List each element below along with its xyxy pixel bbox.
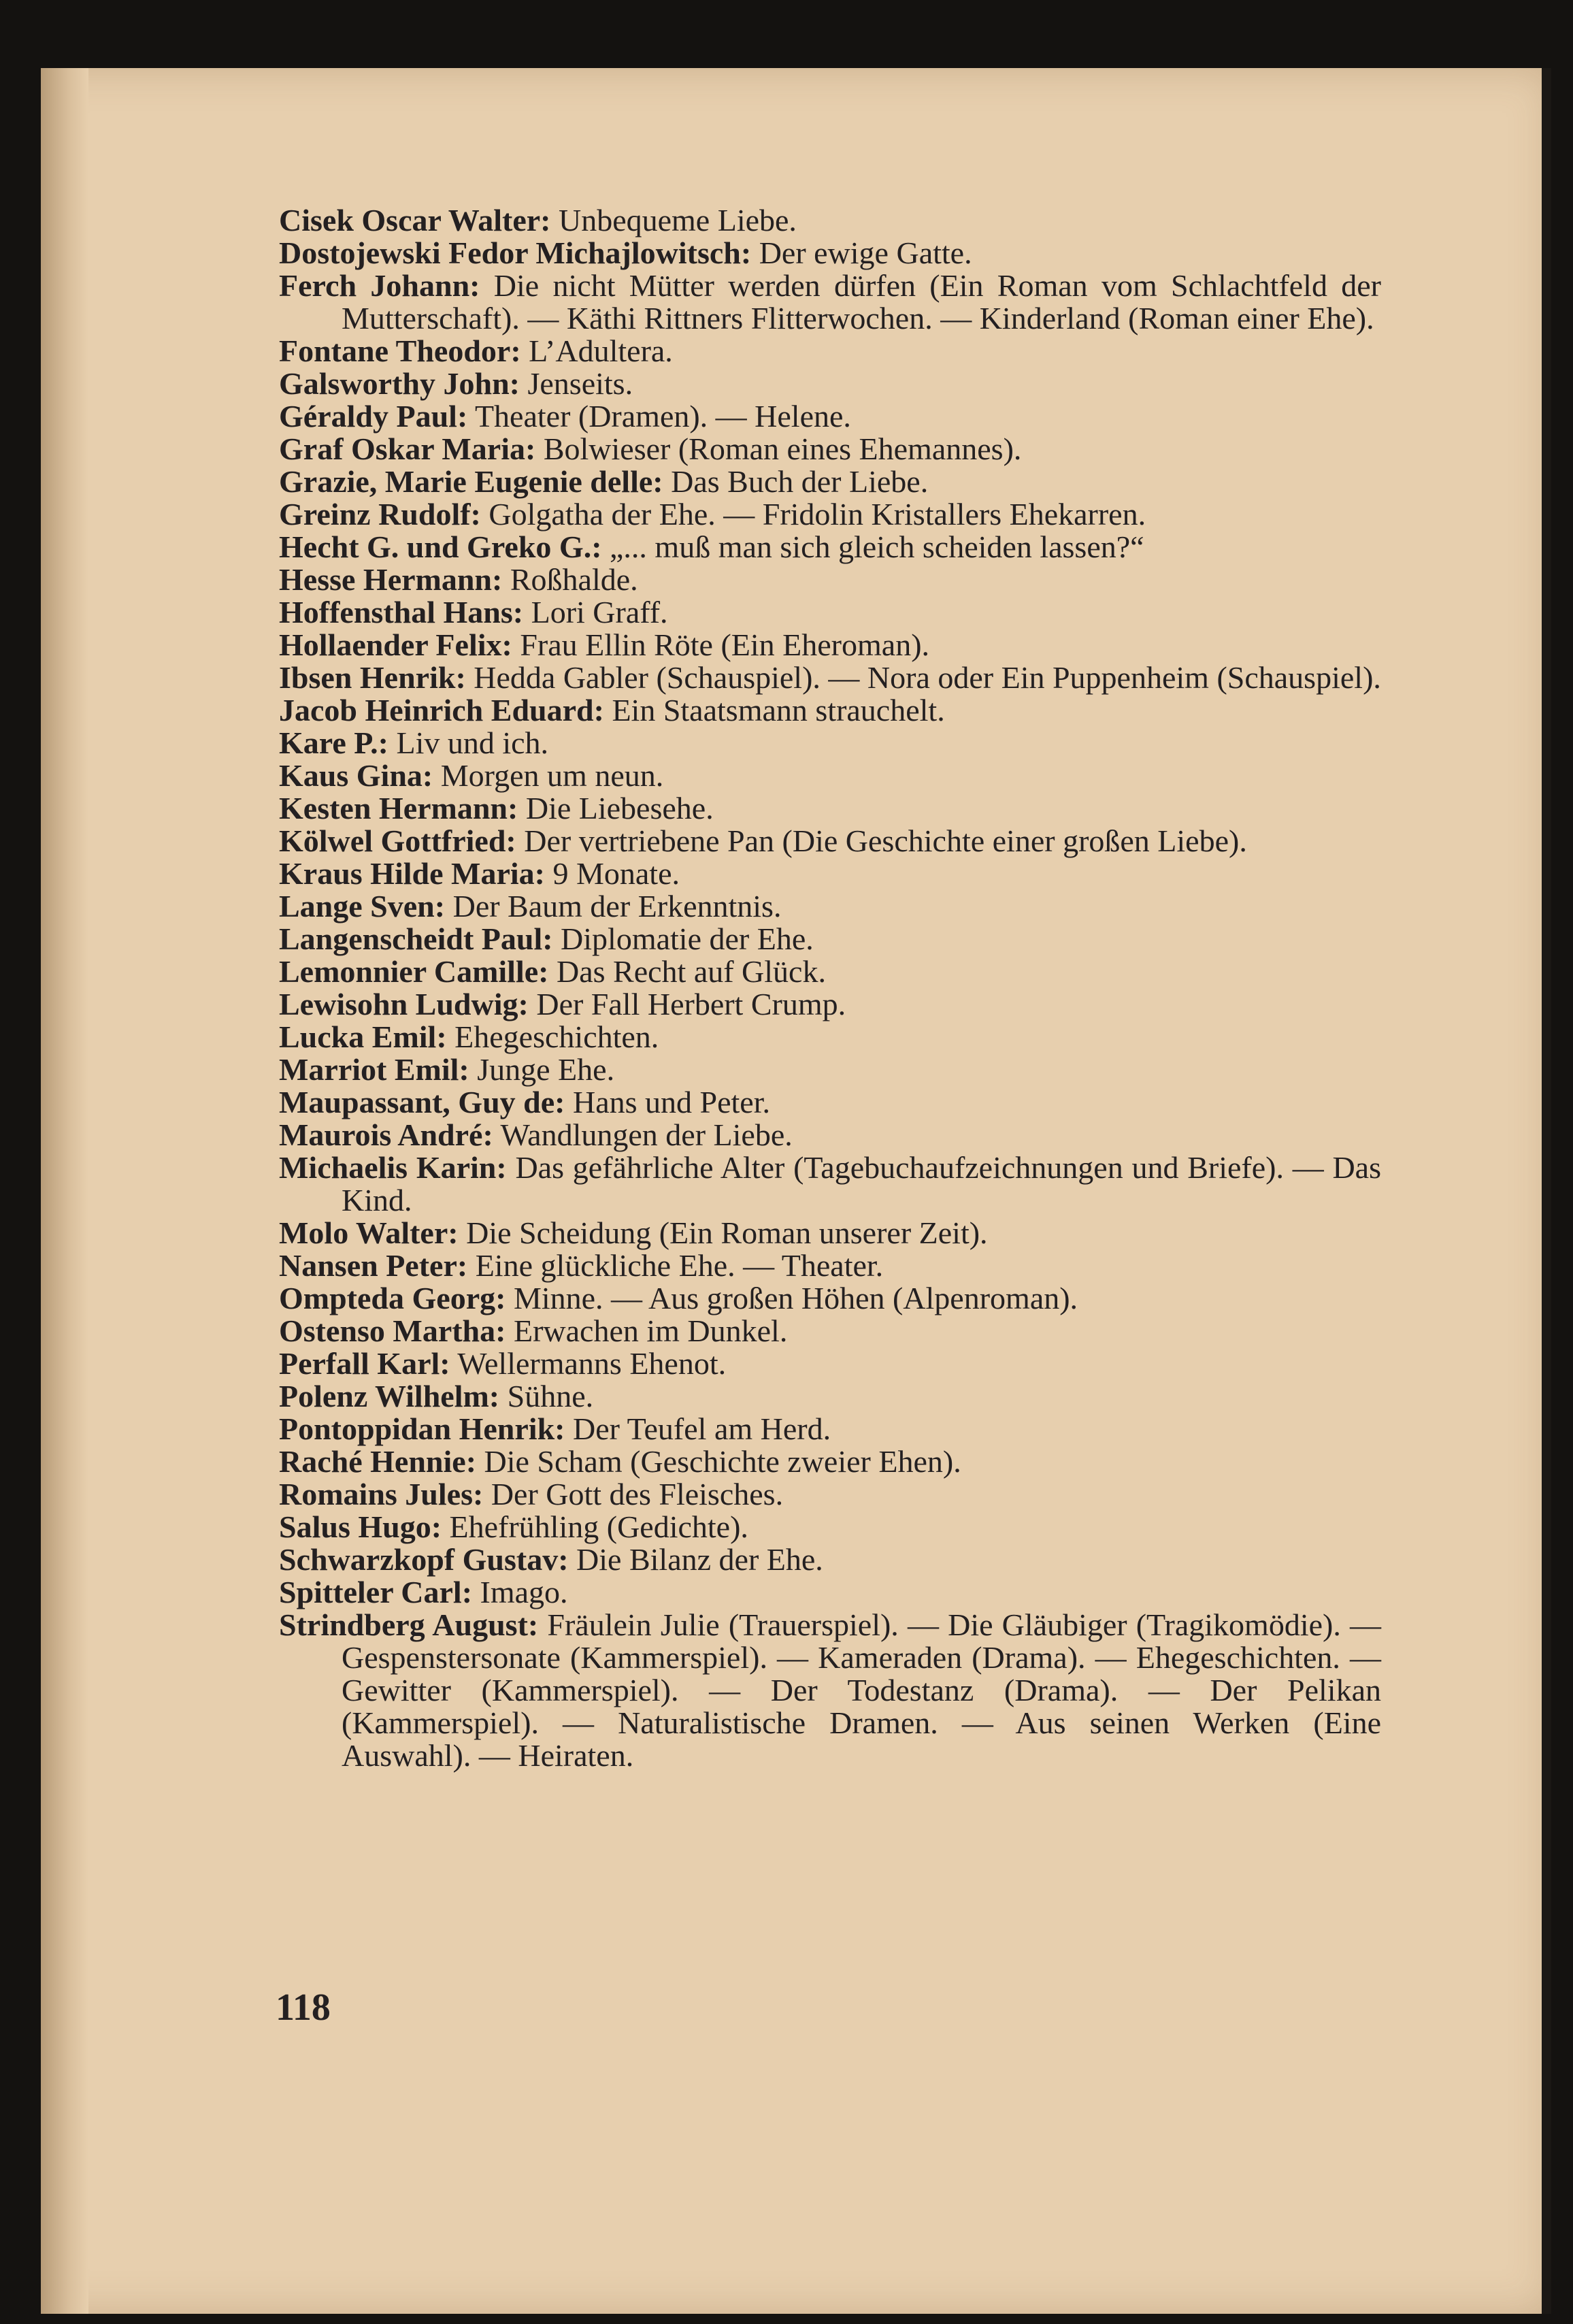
bibliography-entry: [279, 531, 1381, 563]
bibliography-entry: [279, 498, 1381, 531]
entry-author: Hecht G. und Greko G.:: [279, 529, 602, 564]
bibliography-entry: [279, 694, 1381, 727]
bibliography-entry: [279, 1021, 1381, 1053]
entry-author: Perfall Karl:: [279, 1346, 450, 1381]
entry-author: Maupassant, Guy de:: [279, 1085, 565, 1119]
entry-author: Kesten Hermann:: [279, 791, 518, 825]
entry-works: Der vertriebene Pan (Die Geschichte einer großen Liebe).: [524, 823, 1247, 858]
bibliography-entry: [279, 890, 1381, 923]
entry-works: Eine glückliche Ehe. — Theater.: [475, 1248, 884, 1283]
entry-works: Der Baum der Erkenntnis.: [452, 889, 782, 923]
bibliography-entry: [279, 1478, 1381, 1511]
entry-author: Lange Sven:: [279, 889, 446, 923]
bibliography-entry: [279, 596, 1381, 629]
bibliography-entry: [279, 465, 1381, 498]
entry-works: Unbequeme Liebe.: [558, 203, 797, 238]
entry-author: Lemonnier Camille:: [279, 954, 549, 989]
entry-works: Der ewige Gatte.: [759, 235, 972, 270]
entry-works: Die Scheidung (Ein Roman unserer Zeit).: [466, 1215, 988, 1250]
bibliography-entry: [279, 1315, 1381, 1347]
bibliography-entry: [279, 1511, 1381, 1543]
entry-works: Hans und Peter.: [572, 1085, 770, 1119]
entry-author: Greinz Rudolf:: [279, 497, 481, 531]
entry-author: Schwarzkopf Gustav:: [279, 1542, 569, 1577]
entry-works: Sühne.: [507, 1379, 594, 1413]
entry-author: Jacob Heinrich Eduard:: [279, 693, 604, 727]
entry-author: Marriot Emil:: [279, 1052, 469, 1087]
entry-works: Frau Ellin Röte (Ein Eheroman).: [520, 627, 930, 662]
entry-author: Ostenso Martha:: [279, 1313, 506, 1348]
entry-author: Lucka Emil:: [279, 1019, 447, 1054]
entry-author: Kraus Hilde Maria:: [279, 856, 545, 891]
entry-works: Fräulein Julie (Trauerspiel). — Die Gläubiger (Tragikomödie). — Gespenstersonate (Kammerspiel). — Kameraden (Drama). — Ehegeschichten. — Gewitter (Kammerspiel). — Der Todestanz (Drama). — Der Pelikan (Kammerspiel). — Naturalistische Dramen. — Aus seinen Werken (Eine Auswahl). — Heiraten.: [342, 1607, 1381, 1773]
bibliography-entry: [279, 335, 1381, 367]
page-number: 118: [276, 1986, 331, 2029]
entry-author: Romains Jules:: [279, 1477, 484, 1511]
bibliography-entry: [279, 792, 1381, 825]
entry-author: Ompteda Georg:: [279, 1281, 506, 1315]
entry-works: Der Teufel am Herd.: [573, 1411, 831, 1446]
entry-works: Das Recht auf Glück.: [556, 954, 826, 989]
entry-works: Jenseits.: [527, 366, 633, 401]
bibliography-list: [279, 204, 1381, 1772]
entry-author: Salus Hugo:: [279, 1509, 442, 1544]
bibliography-entry: [279, 1086, 1381, 1119]
entry-works: „... muß man sich gleich scheiden lassen?“: [610, 529, 1144, 564]
entry-works: Hedda Gabler (Schauspiel). — Nora oder Ein Puppenheim (Schauspiel).: [474, 660, 1381, 695]
entry-author: Lewisohn Ludwig:: [279, 987, 529, 1021]
entry-works: Junge Ehe.: [477, 1052, 615, 1087]
bibliography-entry: [279, 1609, 1381, 1772]
entry-author: Cisek Oscar Walter:: [279, 203, 551, 238]
entry-works: Ehegeschichten.: [454, 1019, 659, 1054]
entry-works: Die Liebesehe.: [525, 791, 714, 825]
entry-author: Langenscheidt Paul:: [279, 921, 553, 956]
entry-works: Wandlungen der Liebe.: [500, 1117, 793, 1152]
entry-works: Wellermanns Ehenot.: [457, 1346, 727, 1381]
entry-author: Kölwel Gottfried:: [279, 823, 516, 858]
entry-works: Theater (Dramen). — Helene.: [474, 399, 851, 433]
entry-works: Der Fall Herbert Crump.: [536, 987, 846, 1021]
bibliography-entry: [279, 629, 1381, 661]
bibliography-entry: [279, 857, 1381, 890]
book-page: [41, 68, 1551, 2314]
bibliography-entry: [279, 988, 1381, 1021]
entry-author: Kare P.:: [279, 725, 388, 760]
entry-author: Pontoppidan Henrik:: [279, 1411, 565, 1446]
entry-works: Roßhalde.: [510, 562, 638, 597]
entry-works: Lori Graff.: [531, 595, 668, 629]
bibliography-entry: [279, 825, 1381, 857]
bibliography-entry: [279, 1151, 1381, 1217]
entry-author: Dostojewski Fedor Michajlowitsch:: [279, 235, 752, 270]
entry-works: 9 Monate.: [552, 856, 680, 891]
entry-author: Ferch Johann:: [279, 268, 480, 303]
entry-author: Kaus Gina:: [279, 758, 433, 793]
entry-works: Das gefährliche Alter (Tagebuchaufzeichnungen und Briefe). — Das Kind.: [342, 1150, 1381, 1217]
bibliography-entry: [279, 563, 1381, 596]
entry-works: Die Scham (Geschichte zweier Ehen).: [484, 1444, 961, 1479]
bibliography-entry: [279, 1217, 1381, 1249]
bibliography-entry: [279, 1576, 1381, 1609]
bibliography-entry: [279, 727, 1381, 759]
entry-works: Bolwieser (Roman eines Ehemannes).: [543, 431, 1022, 466]
entry-author: Grazie, Marie Eugenie delle:: [279, 464, 663, 499]
entry-works: Ehefrühling (Gedichte).: [449, 1509, 748, 1544]
bibliography-entry: [279, 237, 1381, 269]
entry-author: Nansen Peter:: [279, 1248, 468, 1283]
entry-author: Géraldy Paul:: [279, 399, 468, 433]
bibliography-entry: [279, 1347, 1381, 1380]
bibliography-entry: [279, 1445, 1381, 1478]
entry-works: Imago.: [480, 1575, 568, 1609]
entry-works: Ein Staatsmann strauchelt.: [612, 693, 945, 727]
entry-author: Hesse Hermann:: [279, 562, 503, 597]
bibliography-entry: [279, 269, 1381, 335]
entry-author: Graf Oskar Maria:: [279, 431, 536, 466]
bibliography-entry: [279, 1380, 1381, 1413]
entry-author: Ibsen Henrik:: [279, 660, 466, 695]
page-edge-left: [41, 68, 88, 2314]
entry-author: Raché Hennie:: [279, 1444, 477, 1479]
entry-works: Die Bilanz der Ehe.: [576, 1542, 823, 1577]
bibliography-entry: [279, 400, 1381, 433]
entry-works: Die nicht Mütter werden dürfen (Ein Roman vom Schlachtfeld der Mutterschaft). — Käthi Rittners Flitterwochen. — Kinderland (Roman einer Ehe).: [342, 268, 1381, 335]
bibliography-entry: [279, 1282, 1381, 1315]
entry-author: Hoffensthal Hans:: [279, 595, 524, 629]
bibliography-entry: [279, 367, 1381, 400]
entry-author: Galsworthy John:: [279, 366, 520, 401]
entry-author: Michaelis Karin:: [279, 1150, 507, 1185]
entry-author: Fontane Theodor:: [279, 333, 521, 368]
entry-works: Diplomatie der Ehe.: [561, 921, 814, 956]
bibliography-entry: [279, 759, 1381, 792]
entry-author: Strindberg August:: [279, 1607, 539, 1642]
bibliography-entry: [279, 1543, 1381, 1576]
entry-works: Der Gott des Fleisches.: [491, 1477, 784, 1511]
entry-works: Liv und ich.: [396, 725, 549, 760]
bibliography-entry: [279, 204, 1381, 237]
entry-works: Minne. — Aus großen Höhen (Alpenroman).: [513, 1281, 1078, 1315]
entry-author: Polenz Wilhelm:: [279, 1379, 500, 1413]
entry-author: Maurois André:: [279, 1117, 493, 1152]
bibliography-entry: [279, 1119, 1381, 1151]
bibliography-entry: [279, 433, 1381, 465]
entry-works: Golgatha der Ehe. — Fridolin Kristallers Ehekarren.: [489, 497, 1146, 531]
bibliography-entry: [279, 1249, 1381, 1282]
entry-author: Hollaender Felix:: [279, 627, 512, 662]
page-edge-right: [1542, 68, 1551, 2314]
entry-author: Molo Walter:: [279, 1215, 459, 1250]
entry-works: Das Buch der Liebe.: [671, 464, 929, 499]
bibliography-entry: [279, 955, 1381, 988]
bibliography-entry: [279, 1053, 1381, 1086]
entry-author: Spitteler Carl:: [279, 1575, 473, 1609]
bibliography-entry: [279, 923, 1381, 955]
entry-works: Erwachen im Dunkel.: [513, 1313, 788, 1348]
entry-works: Morgen um neun.: [440, 758, 664, 793]
bibliography-entry: [279, 661, 1381, 694]
bibliography-entry: [279, 1413, 1381, 1445]
entry-works: L’Adultera.: [529, 333, 673, 368]
